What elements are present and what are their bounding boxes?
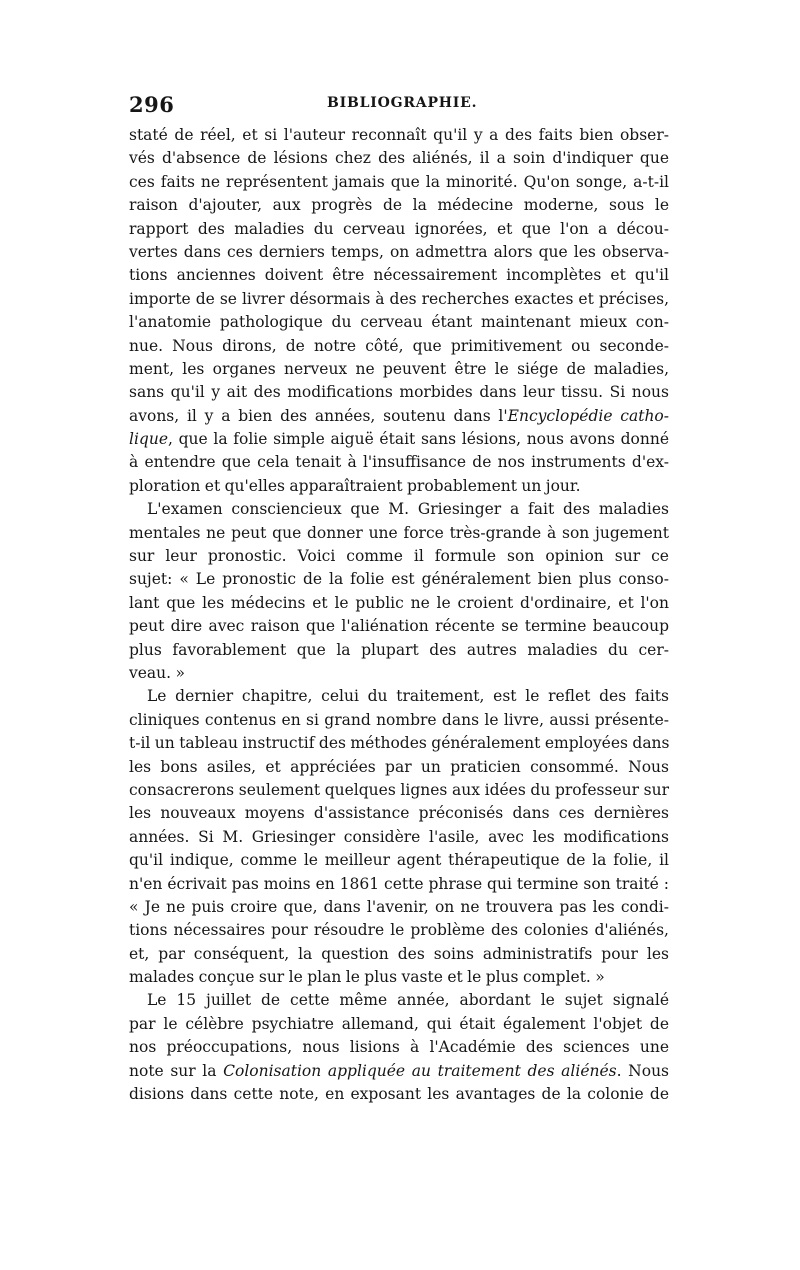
text-line: par le célèbre psychiatre allemand, qui était également l'objet de [129,1014,669,1033]
text-line: sans qu'il y ait des modifications morbides dans leur tissu. Si nous [129,383,669,402]
text-line: cliniques contenus en si grand nombre dans le livre, aussi présente- [129,710,669,729]
italic-text: lique [129,430,168,449]
body-text [129,124,669,1106]
text-line: L'examen consciencieux que M. Griesinger a fait des maladies [147,500,669,519]
text-line: les bons asiles, et appréciées par un praticien consommé. Nous [129,757,669,776]
text-line: nos préoccupations, nous lisions à l'Académie des sciences une [129,1038,669,1057]
text-line: disions dans cette note, en exposant les avantages de la colonie de [129,1085,669,1104]
text-line: Le dernier chapitre, celui du traitement, est le reflet des faits [147,687,669,706]
text-line: vés d'absence de lésions chez des aliénés, il a soin d'indiquer que [129,149,669,168]
page-number: 296 [129,92,175,117]
text-segment: note sur la [129,1061,224,1080]
text-line: lant que les médecins et le public ne le croient d'ordinaire, et l'on [129,593,669,612]
text-line: ces faits ne représentent jamais que la minorité. Qu'on songe, a-t-il [129,172,669,191]
text-line: staté de réel, et si l'auteur reconnaît qu'il y a des faits bien obser- [129,126,669,144]
text-line: qu'il indique, comme le meilleur agent thérapeutique de la folie, il [129,851,669,870]
text-line: importe de se livrer désormais à des recherches exactes et précises, [129,289,669,308]
text-line: tions anciennes doivent être nécessairement incomplètes et qu'il [129,266,669,285]
text-line: vertes dans ces derniers temps, on admettra alors que les observa- [129,242,669,261]
text-line: Le 15 juillet de cette même année, abordant le sujet signalé [147,991,669,1010]
text-line: raison d'ajouter, aux progrès de la médecine moderne, sous le [129,196,669,215]
text-line: n'en écrivait pas moins en 1861 cette phrase qui termine son traité : [129,874,669,893]
text-line: tions nécessaires pour résoudre le problème des colonies d'aliénés, [129,921,669,940]
italic-text: Encyclopédie catho- [507,406,669,425]
text-line: rapport des maladies du cerveau ignorées, et que l'on a décou- [129,219,669,238]
text-line: nue. Nous dirons, de notre côté, que primitivement ou seconde- [129,336,669,355]
text-line: t-il un tableau instructif des méthodes généralement employées dans [129,734,670,753]
text-line: années. Si M. Griesinger considère l'asile, avec les modifications [129,827,669,846]
text-line: les nouveaux moyens d'assistance préconisés dans ces dernières [129,804,669,823]
text-line: plus favorablement que la plupart des autres maladies du cer- [129,640,669,659]
text-line: « Je ne puis croire que, dans l'avenir, on ne trouvera pas les condi- [129,897,669,916]
text-line: malades conçue sur le plan le plus vaste et le plus complet. » [129,968,605,987]
text-line: mentales ne peut que donner une force très-grande à son jugement [129,523,669,542]
text-line: ploration et qu'elles apparaîtraient probablement un jour. [129,476,581,495]
text-line [129,428,669,451]
text-segment: avons, il y a bien des années, soutenu dans l' [129,406,508,425]
text-line [129,1060,669,1083]
text-line: peut dire avec raison que l'aliénation récente se termine beaucoup [129,617,669,636]
text-line: et, par conséquent, la question des soins administratifs pour les [129,944,669,963]
text-line: consacrerons seulement quelques lignes aux idées du professeur sur [129,780,669,799]
text-line: à entendre que cela tenait à l'insuffisance de nos instruments d'ex- [129,453,669,472]
italic-text: Colonisation appliquée au traitement des aliénés [223,1061,617,1080]
text-segment: . Nous [616,1061,670,1080]
text-line: sur leur pronostic. Voici comme il formule son opinion sur ce [129,547,669,566]
text-line: veau. » [129,663,185,682]
text-line: l'anatomie pathologique du cerveau étant maintenant mieux con- [129,313,669,332]
text-segment: , que la folie simple aiguë était sans lésions, nous avons donné [168,430,669,449]
text-line [129,405,669,428]
text-line: sujet: « Le pronostic de la folie est généralement bien plus conso- [129,570,669,589]
running-head: BIBLIOGRAPHIE. [327,95,478,111]
text-line: ment, les organes nerveux ne peuvent être le siége de maladies, [129,359,669,378]
page-header [129,92,669,116]
